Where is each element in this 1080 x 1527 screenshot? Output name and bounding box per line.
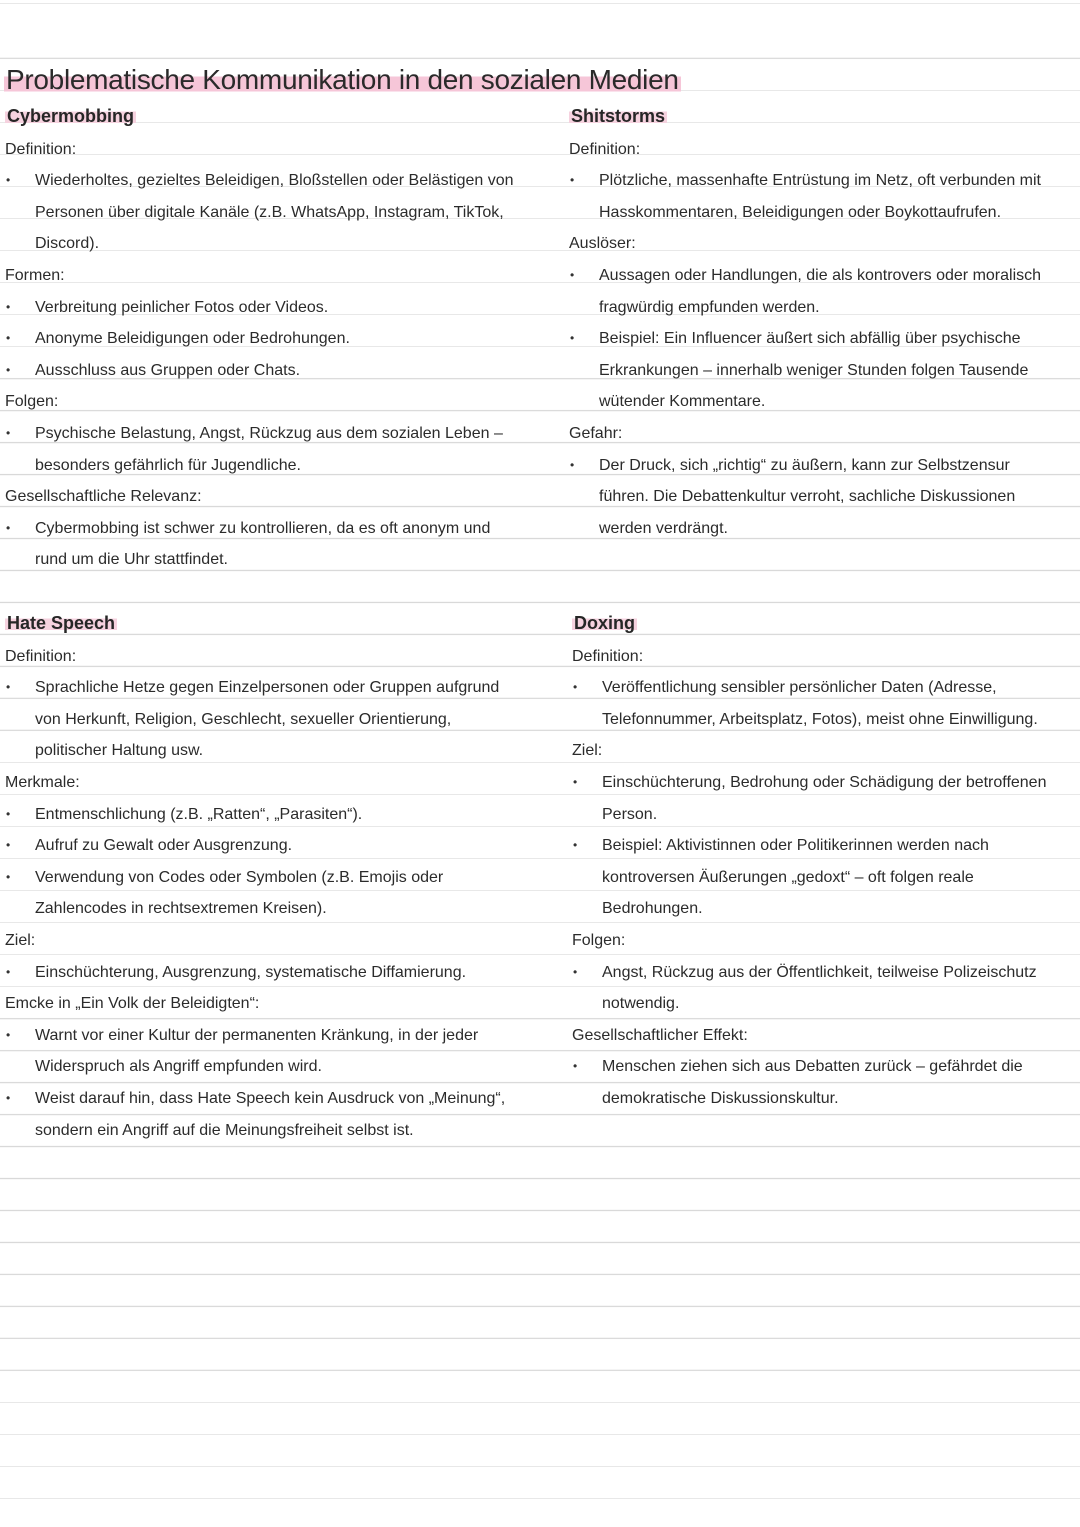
bullet-item: • Ausschluss aus Gruppen oder Chats.: [5, 355, 525, 387]
bullet-item: • Angst, Rückzug aus der Öffentlichkeit, teilweise Polizeischutz notwendig.: [572, 957, 1052, 1020]
bullet-item: • Anonyme Beleidigungen oder Bedrohungen.: [5, 323, 525, 355]
block-label: Gesellschaftliche Relevanz:: [5, 488, 202, 506]
section-heading-text: Hate Speech: [7, 613, 116, 633]
section-heading-text: Cybermobbing: [7, 106, 135, 126]
bullet-item: • Weist darauf hin, dass Hate Speech kein Ausdruck von „Meinung“, sondern ein Angriff auf die Meinungsfreiheit selbst ist.: [5, 1083, 525, 1146]
bullet-item: • Warnt vor einer Kultur der permanenten Kränkung, in der jeder Widerspruch als Angriff empfunden wird.: [5, 1020, 525, 1083]
bullet-item: • Beispiel: Ein Influencer äußert sich abfällig über psychische Erkrankungen – innerhalb weniger Stunden folgen Tausende wütender Kommentare.: [569, 323, 1059, 418]
block-label: Definition:: [572, 647, 644, 665]
block-label: Folgen:: [572, 931, 626, 949]
page-title: [4, 60, 681, 100]
bullet-list: [572, 1051, 1052, 1114]
block-label: Formen:: [5, 266, 65, 284]
bullet-item: • Wiederholtes, gezieltes Beleidigen, Bloßstellen oder Belästigen von Personen über digitale Kanäle (z.B. WhatsApp, Instagram, TikTok, Discord).: [5, 165, 525, 260]
bullet-list: [5, 165, 525, 260]
bullet-list: [5, 1020, 525, 1146]
bullet-list: [569, 260, 1059, 418]
bullet-item: • Aufruf zu Gewalt oder Ausgrenzung.: [5, 830, 525, 862]
bullet-list: [5, 513, 525, 576]
bullet-item: • Sprachliche Hetze gegen Einzelpersonen oder Gruppen aufgrund von Herkunft, Religion, Geschlecht, sexueller Orientierung, politischer Haltung usw.: [5, 672, 525, 767]
page-title-text: Problematische Kommunikation in den sozialen Medien: [6, 64, 679, 95]
block-label: Ziel:: [572, 742, 603, 760]
block-label: Ziel:: [5, 931, 36, 949]
section-heading: [5, 101, 525, 134]
block-label: Definition:: [569, 140, 641, 158]
bullet-list: [5, 292, 525, 387]
block-label: Merkmale:: [5, 773, 80, 791]
block-label: Definition:: [5, 140, 77, 158]
bullet-list: [572, 767, 1052, 925]
bullet-item: • Verwendung von Codes oder Symbolen (z.B. Emojis oder Zahlencodes in rechtsextremen Kreisen).: [5, 862, 525, 925]
bullet-item: • Verbreitung peinlicher Fotos oder Videos.: [5, 292, 525, 324]
bullet-item: • Der Druck, sich „richtig“ zu äußern, kann zur Selbstzensur führen. Die Debattenkultur verroht, sachliche Diskussionen werden verdrängt.: [569, 450, 1059, 545]
section-heading: [5, 608, 525, 641]
bullet-list: [572, 672, 1052, 735]
section-heading-text: Doxing: [574, 613, 635, 633]
bullet-list: [572, 957, 1052, 1020]
bullet-list: [5, 957, 525, 989]
bullet-list: [5, 799, 525, 925]
bullet-item: • Veröffentlichung sensibler persönlicher Daten (Adresse, Telefonnummer, Arbeitsplatz, Fotos), meist ohne Einwilligung.: [572, 672, 1052, 735]
section-heading-text: Shitstorms: [571, 106, 666, 126]
section-heading: [572, 608, 1052, 641]
bullet-item: • Menschen ziehen sich aus Debatten zurück – gefährdet die demokratische Diskussionskultur.: [572, 1051, 1052, 1114]
bullet-list: [569, 165, 1059, 228]
bullet-list: [5, 672, 525, 767]
section-shitstorms: [569, 101, 1059, 544]
bullet-item: • Plötzliche, massenhafte Entrüstung im Netz, oft verbunden mit Hasskommentaren, Beleidigungen oder Boykottaufrufen.: [569, 165, 1059, 228]
block-label: Definition:: [5, 647, 77, 665]
block-label: Auslöser:: [569, 235, 636, 253]
bullet-item: • Einschüchterung, Ausgrenzung, systematische Diffamierung.: [5, 957, 525, 989]
bullet-item: • Entmenschlichung (z.B. „Ratten“, „Parasiten“).: [5, 799, 525, 831]
bullet-item: • Aussagen oder Handlungen, die als kontrovers oder moralisch fragwürdig empfunden werden.: [569, 260, 1059, 323]
bullet-item: • Cybermobbing ist schwer zu kontrollieren, da es oft anonym und rund um die Uhr stattfindet.: [5, 513, 525, 576]
bullet-list: [569, 450, 1059, 545]
bullet-item: • Psychische Belastung, Angst, Rückzug aus dem sozialen Leben – besonders gefährlich für Jugendliche.: [5, 418, 525, 481]
bullet-list: [5, 418, 525, 481]
section-heading: [569, 101, 1059, 134]
bullet-item: • Beispiel: Aktivistinnen oder Politikerinnen werden nach kontroversen Äußerungen „gedoxt“ – oft folgen reale Bedrohungen.: [572, 830, 1052, 925]
section-cybermobbing: [5, 101, 525, 576]
block-label: Folgen:: [5, 393, 59, 411]
bullet-item: • Einschüchterung, Bedrohung oder Schädigung der betroffenen Person.: [572, 767, 1052, 830]
block-label: Gefahr:: [569, 424, 623, 442]
section-hate-speech: [5, 608, 525, 1146]
section-doxing: [572, 608, 1052, 1115]
block-label: Gesellschaftlicher Effekt:: [572, 1026, 748, 1044]
block-label: Emcke in „Ein Volk der Beleidigten“:: [5, 995, 260, 1013]
